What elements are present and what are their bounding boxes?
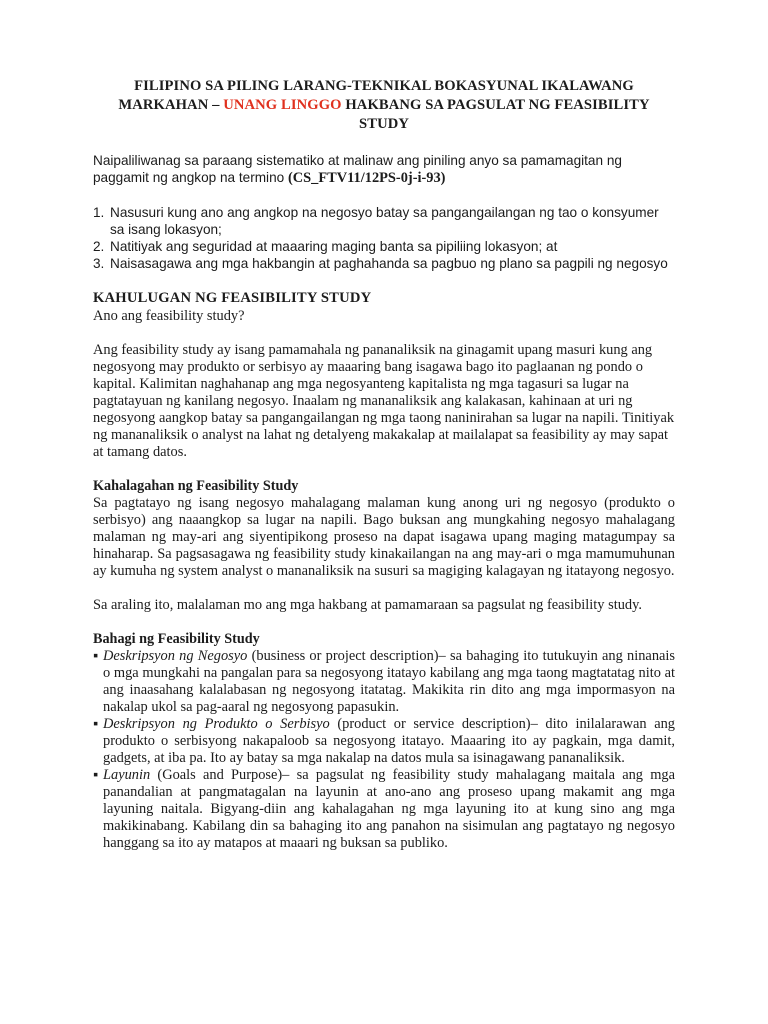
title-part-2: HAKBANG SA PAGSULAT NG FEASIBILITY STUDY (341, 97, 650, 132)
square-bullet-icon: ▪ (93, 648, 99, 664)
bahagi-item (93, 648, 675, 716)
bahagi-term: Layunin (103, 767, 151, 783)
kahulugan-paragraph: Ang feasibility study ay isang pamamahala ng pananaliksik na ginagamit upang masuri kung ang negosyong may produkto or serbisyo ay maaaring bang isagawa bago ito paglaanan ng pondo o kapital. Kalimitan naghahanap ang mga negosyanteng kapitalista ng mga tagasuri sa lugar na pagtatayuan ng kanilang negosyo. Inaalam ng mananaliksik ang kalakasan, kahinaan at uri ng negosyong aangkop batay sa pangangailangan ng mga taong naninirahan sa lugar na napili. Tinitiyak ng mananaliksik o analyst na lahat ng detalyeng makakalap at mailalapat sa feasibility ay may sapat at tamang datos. (93, 342, 675, 460)
competency-code: (CS_FTV11/12PS-0j-i-93) (287, 170, 446, 186)
bahagi-item (93, 767, 675, 852)
bahagi-description: (Goals and Purpose)– sa pagsulat ng feasibility study mahalagang maitala ang mga panandalian at pangmatagalan na layunin at ano-ano ang proseso upang makamit ang mga layuning naitala. Bigyang-diin ang kahalagahan ng mga layuning ito at kung sino ang mga makikinabang. Kabilang din sa bahaging ito ang panahon na sisimulan ang pagtatayo ng negosyo hanggang sa ito ay matapos at maaari ng buksan sa publiko. (103, 767, 675, 851)
bahagi-term: Deskripsyon ng Produkto o Serbisyo (103, 716, 330, 732)
bahagi-list (93, 648, 675, 852)
objective-item (93, 255, 675, 272)
objective-number: 3. (93, 256, 105, 271)
objective-text: Natitiyak ang seguridad at maaaring maging banta sa pipiliing lokasyon; at (110, 239, 558, 254)
learning-competency (93, 152, 675, 187)
kahulugan-question: Ano ang feasibility study? (93, 308, 245, 324)
section-heading-kahulugan: KAHULUGAN NG FEASIBILITY STUDY (93, 290, 372, 306)
bahagi-term: Deskripsyon ng Negosyo (103, 648, 248, 664)
document-title (93, 77, 675, 134)
objective-item (93, 204, 675, 238)
bahagi-description: (business or project description)– sa bahaging ito tutukuyin ang ninanais o mga mungkahi na pangalan para sa negosyong itatayo kabilang ang mga taong magtatatag nito at ang inaasahang kalalabasan ng negosyong itatatag. Makikita rin dito ang mga impormasyon na nakalap ukol sa pag-aaral ng negosyong papasukin. (103, 648, 675, 715)
bahagi-item (93, 716, 675, 767)
square-bullet-icon: ▪ (93, 767, 99, 783)
objective-number: 2. (93, 239, 105, 254)
objective-text: Naisasagawa ang mga hakbangin at paghahanda sa pagbuo ng plano sa pagpili ng negosyo (110, 256, 668, 271)
title-highlight: UNANG LINGGO (223, 97, 342, 113)
section-heading-bahagi: Bahagi ng Feasibility Study (93, 631, 260, 647)
title-part-1: FILIPINO SA PILING LARANG-TEKNIKAL BOKASYUNAL IKALAWANG MARKAHAN – (118, 78, 634, 113)
square-bullet-icon: ▪ (93, 716, 99, 732)
kahalagahan-paragraph-2: Sa araling ito, malalaman mo ang mga hakbang at pamamaraan sa pagsulat ng feasibility study. (93, 597, 642, 613)
kahalagahan-paragraph: Sa pagtatayo ng isang negosyo mahalagang malaman kung anong uri ng negosyo (produkto o serbisyo) ang naaangkop sa lugar na napili. Bago buksan ang mungkahing negosyo mahalagang malaman ng may-ari ang siyentipikong proseso na dapat isagawa upang maging matagumpay sa hinaharap. Sa pagsasagawa ng feasibility study kinakailangan na ang may-ari o mga mamumuhunan ay kumuha ng system analyst o mananaliksik na susuri sa magiging kalagayan ng itatayong negosyo. (93, 495, 675, 579)
objectives-list (93, 204, 675, 272)
objective-text: Nasusuri kung ano ang angkop na negosyo batay sa pangangailangan ng tao o konsyumer sa isang lokasyon; (110, 205, 659, 237)
bahagi-description: (product or service description)– dito inilalarawan ang produkto o serbisyong nakapaloob sa negosyong itatayo. Maaaring ito ay pagkain, mga damit, gadgets, at iba pa. Ito ay batay sa mga nakalap na datos mula sa isinagawang pananaliksik. (103, 716, 676, 766)
section-heading-kahalagahan: Kahalagahan ng Feasibility Study (93, 478, 299, 494)
objective-number: 1. (93, 205, 105, 220)
competency-text: Naipaliliwanag sa paraang sistematiko at malinaw ang piniling anyo sa pamamagitan ng paggamit ng angkop na termino (93, 153, 622, 185)
objective-item (93, 238, 675, 255)
